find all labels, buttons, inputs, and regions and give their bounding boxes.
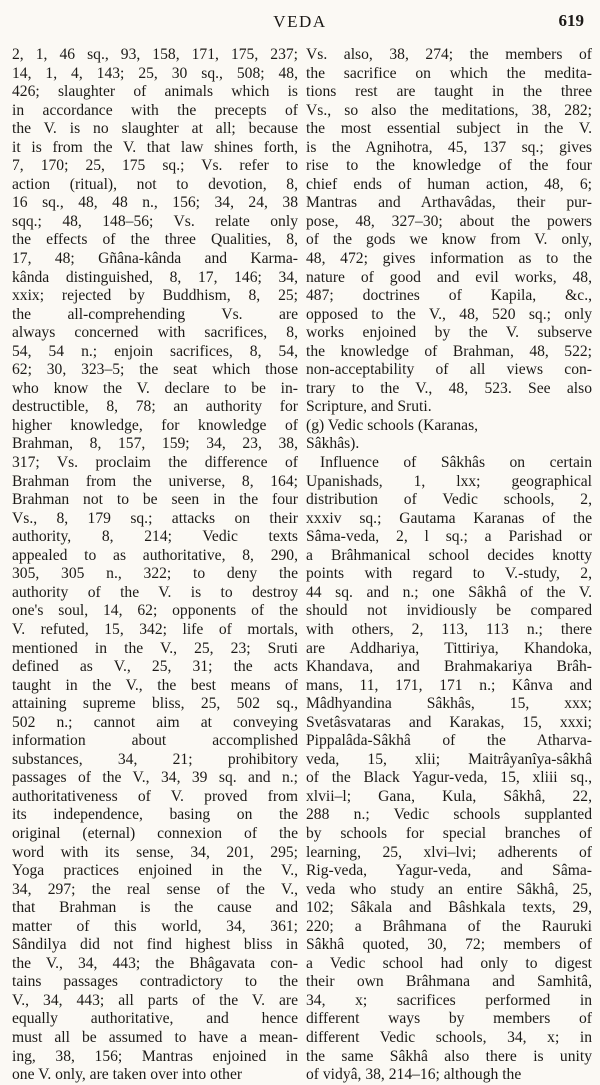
index-line: xxxiv sq.; Gautama Karanas of the: [306, 509, 592, 527]
index-line: the V., 34, 443; the Bhâgavata con-: [12, 954, 298, 972]
index-line: 426; slaughter of animals which is: [12, 83, 298, 101]
left-column: [12, 46, 298, 1085]
index-line: tains passages contradictory to the: [12, 973, 298, 991]
index-line: the effects of the three Qualities, 8,: [12, 231, 298, 249]
index-line: 487; doctrines of Kapila, &c.,: [306, 287, 592, 305]
index-line: different ways by members of: [306, 1010, 592, 1028]
index-line: always concerned with sacrifices, 8,: [12, 324, 298, 342]
index-line: who know the V. declare to be in-: [12, 379, 298, 397]
index-line: Khandava, and Brahmakariya Brâh-: [306, 658, 592, 676]
index-line: Brahman not to be seen in the four: [12, 491, 298, 509]
index-line: trary to the V., 48, 523. See also: [306, 379, 592, 397]
index-line: a Vedic school had only to digest: [306, 954, 592, 972]
index-line: substances, 34, 21; prohibitory: [12, 750, 298, 768]
index-line: matter of this world, 34, 361;: [12, 917, 298, 935]
index-line: 305, 305 n., 322; to deny the: [12, 565, 298, 583]
index-line: Upanishads, 1, lxx; geographical: [306, 472, 592, 490]
index-line: tions rest are taught in the three: [306, 83, 592, 101]
index-line: nature of good and evil works, 48,: [306, 268, 592, 286]
index-line: authority, 8, 214; Vedic texts: [12, 528, 298, 546]
index-line: pose, 48, 327–30; about the powers: [306, 212, 592, 230]
index-line: different Vedic schools, 34, x; in: [306, 1028, 592, 1046]
index-line: authority of the V. is to destroy: [12, 583, 298, 601]
index-line: should not invidiously be compared: [306, 602, 592, 620]
running-header: [12, 8, 588, 34]
index-line: mentioned in the V., 25, 23; Sruti: [12, 639, 298, 657]
index-line: with others, 2, 113, 113 n.; there: [306, 620, 592, 638]
index-line: learning, 25, xlvi–lvi; adherents of: [306, 843, 592, 861]
index-line: Yoga practices enjoined in the V.,: [12, 862, 298, 880]
index-line: V. refuted, 15, 342; life of mortals,: [12, 620, 298, 638]
index-line: are Addhariya, Tittiriya, Khandoka,: [306, 639, 592, 657]
index-line: xlvii–l; Gana, Kula, Sâkhâ, 22,: [306, 787, 592, 805]
index-line: 62; 30, 323–5; the seat which those: [12, 361, 298, 379]
index-line: mans, 11, 171, 171 n.; Kânva and: [306, 676, 592, 694]
index-line: Sândilya did not find highest bliss in: [12, 936, 298, 954]
right-column: [306, 46, 592, 1085]
running-title: VEDA: [273, 12, 327, 31]
index-line: its independence, basing on the: [12, 806, 298, 824]
index-line: Sâkhâ quoted, 30, 72; members of: [306, 936, 592, 954]
index-line: of the Black Yagur-veda, 15, xliii sq.,: [306, 769, 592, 787]
index-line: kânda distinguished, 8, 17, 146; 34,: [12, 268, 298, 286]
index-line: action (ritual), not to devotion, 8,: [12, 175, 298, 193]
index-line: higher knowledge, for knowledge of: [12, 416, 298, 434]
index-line: it is from the V. that law shines forth,: [12, 138, 298, 156]
page-number: 619: [558, 11, 584, 30]
index-line: the all-comprehending Vs. are: [12, 305, 298, 323]
index-line: 102; Sâkala and Bâshkala texts, 29,: [306, 899, 592, 917]
index-line: Rig-veda, Yagur-veda, and Sâma-: [306, 862, 592, 880]
index-line: 502 n.; cannot aim at conveying: [12, 713, 298, 731]
index-line: Influence of Sâkhâs on certain: [320, 454, 592, 472]
index-line: non-acceptability of all views con-: [306, 361, 592, 379]
index-line: one's soul, 14, 62; opponents of the: [12, 602, 298, 620]
index-line: in accordance with the precepts of: [12, 101, 298, 119]
index-line: Vs., 8, 179 sq.; attacks on their: [12, 509, 298, 527]
index-line: one V. only, are taken over into other: [12, 1066, 243, 1084]
index-line: taught in the V., the best means of: [12, 676, 298, 694]
index-line: defined as V., 25, 31; the acts: [12, 658, 298, 676]
index-line: opposed to the V., 48, 520 sq.; only: [306, 305, 592, 323]
index-line: 44 sq. and n.; one Sâkhâ of the V.: [306, 583, 592, 601]
index-line: is the Agnihotra, 45, 137 sq.; gives: [306, 138, 592, 156]
index-line: of vidyâ, 38, 214–16; although the: [306, 1066, 522, 1084]
index-line: Vs. also, 38, 274; the members of: [306, 46, 592, 63]
index-line: original (eternal) connexion of the: [12, 824, 298, 842]
index-line: authoritativeness of V. proved from: [12, 787, 298, 805]
index-line: that Brahman is the cause and: [12, 899, 298, 917]
index-line: points with regard to V.-study, 2,: [306, 565, 592, 583]
index-line: 2, 1, 46 sq., 93, 158, 171, 175, 237;: [12, 46, 298, 63]
index-line: 16 sq., 48, 48 n., 156; 34, 24, 38: [12, 194, 298, 212]
index-line: by schools for special branches of: [306, 824, 592, 842]
index-line: Brahman from the universe, 8, 164;: [12, 472, 298, 490]
index-line: must all be assumed to have a mean-: [12, 1028, 298, 1046]
index-line: rise to the knowledge of the four: [306, 157, 592, 175]
index-line: the knowledge of Brahman, 48, 522;: [306, 342, 592, 360]
index-line: Sâma-veda, 2, l sq.; a Parishad or: [306, 528, 592, 546]
index-line: 17, 48; Gñâna-kânda and Karma-: [12, 250, 298, 268]
index-line: xxix; rejected by Buddhism, 8, 25;: [12, 287, 298, 305]
index-line: their own Brâhmana and Samhitâ,: [306, 973, 592, 991]
index-line: appealed to as authoritative, 8, 290,: [12, 546, 298, 564]
index-line: Pippalâda-Sâkhâ of the Atharva-: [306, 732, 592, 750]
index-line: Brahman, 8, 157, 159; 34, 23, 38,: [12, 435, 298, 453]
index-line: Sâkhâs).: [306, 435, 360, 453]
index-line: veda, 15, xlii; Maitrâyanîya-sâkhâ: [306, 750, 592, 768]
index-line: Svetâsvataras and Karakas, 15, xxxi;: [306, 713, 592, 731]
index-line: works enjoined by the V. subserve: [306, 324, 592, 342]
index-line: (g) Vedic schools (Karanas,: [306, 416, 479, 434]
index-line: 34, x; sacrifices performed in: [306, 991, 592, 1009]
index-line: 7, 170; 25, 175 sq.; Vs. refer to: [12, 157, 298, 175]
index-line: 54, 54 n.; enjoin sacrifices, 8, 54,: [12, 342, 298, 360]
index-line: Mantras and Arthavâdas, their pur-: [306, 194, 592, 212]
index-line: word with its sense, 34, 201, 295;: [12, 843, 298, 861]
index-line: 317; Vs. proclaim the difference of: [12, 454, 298, 472]
index-line: destructible, 8, 78; an authority for: [12, 398, 298, 416]
index-line: Vs., so also the meditations, 38, 282;: [306, 101, 592, 119]
index-line: veda who study an entire Sâkhâ, 25,: [306, 880, 592, 898]
index-line: attaining supreme bliss, 25, 502 sq.,: [12, 695, 298, 713]
index-line: 34, 297; the real sense of the V.,: [12, 880, 298, 898]
index-line: equally authoritative, and hence: [12, 1010, 298, 1028]
index-line: 288 n.; Vedic schools supplanted: [306, 806, 592, 824]
index-line: the most essential subject in the V.: [306, 120, 592, 138]
index-line: of the gods we know from V. only,: [306, 231, 592, 249]
index-line: the sacrifice on which the medita-: [306, 64, 592, 82]
index-line: the V. is no slaughter at all; because: [12, 120, 298, 138]
index-line: chief ends of human action, 48, 6;: [306, 175, 592, 193]
index-line: the same Sâkhâ also there is unity: [306, 1047, 592, 1065]
index-line: ing, 38, 156; Mantras enjoined in: [12, 1047, 298, 1065]
index-line: a Brâhmanical school decides knotty: [306, 546, 592, 564]
index-line: V., 34, 443; all parts of the V. are: [12, 991, 298, 1009]
index-line: 220; a Brâhmana of the Rauruki: [306, 917, 592, 935]
index-line: 14, 1, 4, 143; 25, 30 sq., 508; 48,: [12, 64, 298, 82]
index-line: sqq.; 48, 148–56; Vs. relate only: [12, 212, 298, 230]
index-line: distribution of Vedic schools, 2,: [306, 491, 592, 509]
index-line: 48, 472; gives information as to the: [306, 250, 592, 268]
index-line: information about accomplished: [12, 732, 298, 750]
index-line: passages of the V., 34, 39 sq. and n.;: [12, 769, 298, 787]
index-line: Scripture, and Sruti.: [306, 398, 432, 416]
index-line: Mâdhyandina Sâkhâs, 15, xxx;: [306, 695, 592, 713]
